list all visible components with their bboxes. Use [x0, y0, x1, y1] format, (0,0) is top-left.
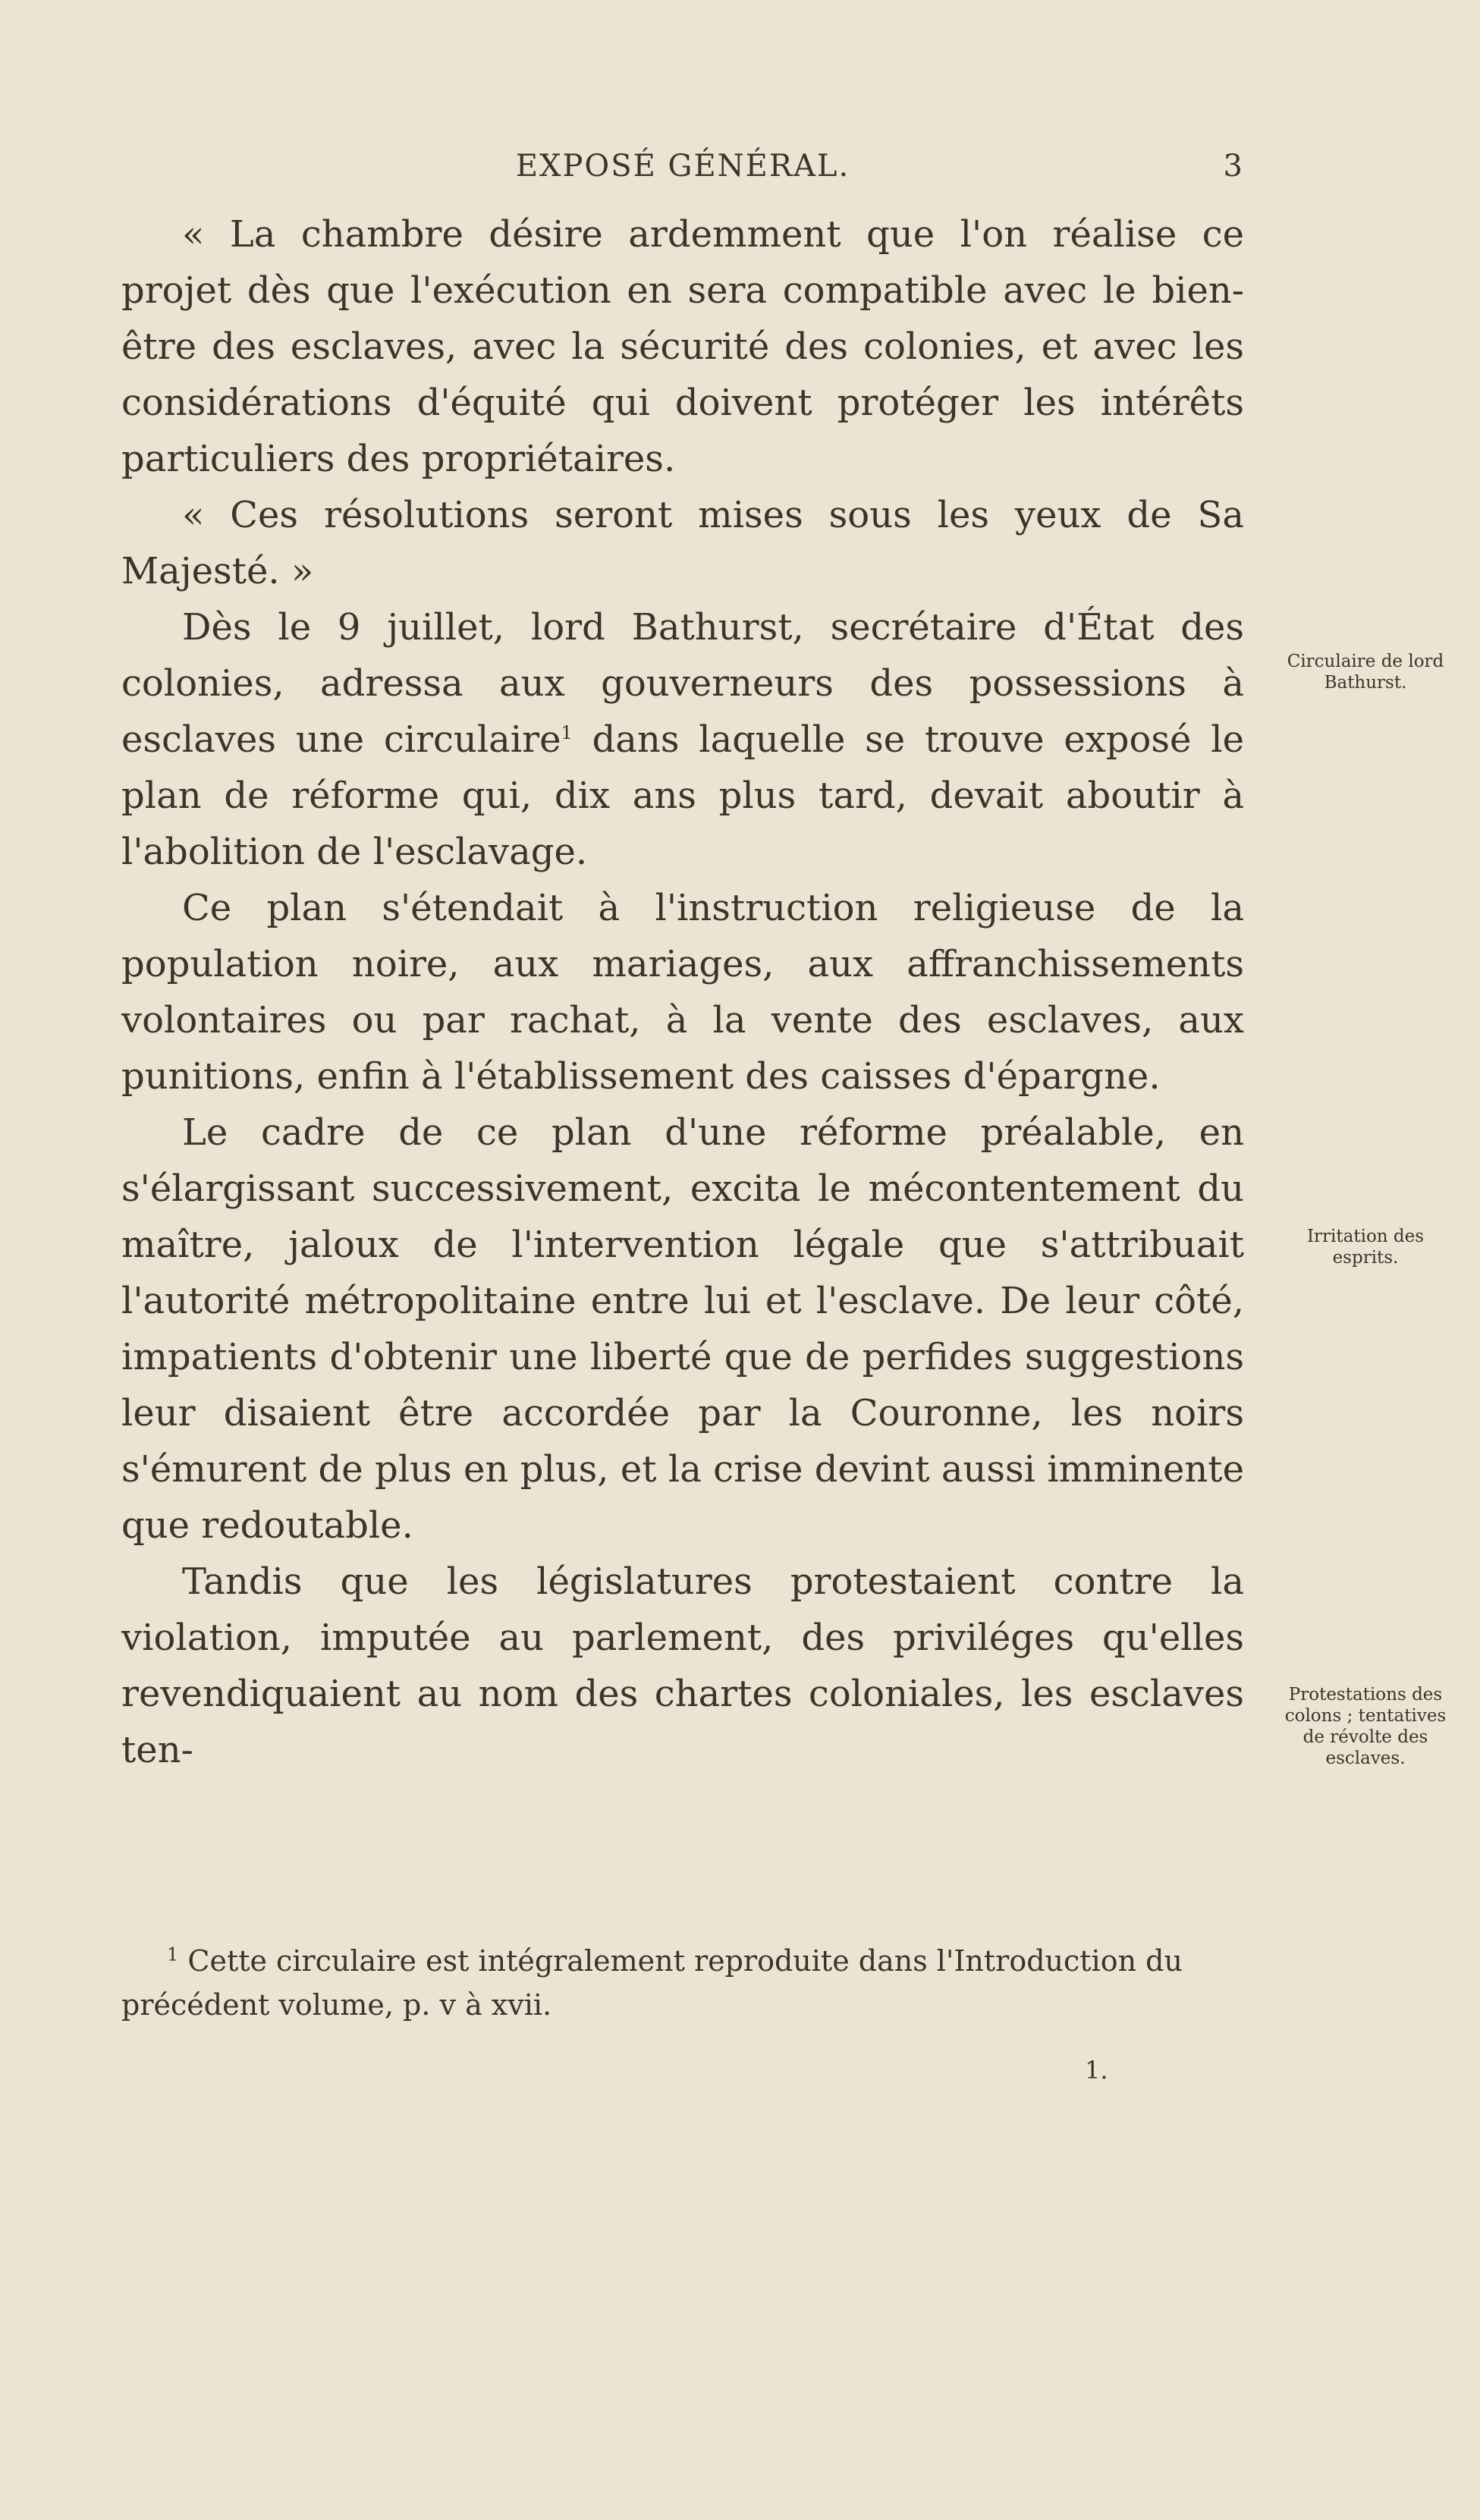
footnote-marker: 1 [167, 1943, 179, 1965]
paragraph: « La chambre désire ardemment que l'on réalise ce projet dès que l'exécution en sera compatible avec le bien-être des esclaves, avec la sécurité des colonies, et avec les considérations d'équité qui doivent protéger les intérêts particuliers des propriétaires. [121, 213, 1244, 480]
footnote-text: Cette circulaire est intégralement reproduite dans l'Introduction du précédent volume, p. v à xvii. [121, 1944, 1183, 2022]
paragraph-text: dans laquelle se trouve exposé le plan de réforme qui, dix ans plus tard, devait aboutir à l'abolition de l'esclavage. [121, 718, 1244, 873]
signature-mark: 1. [1085, 2056, 1108, 2085]
marginal-note: Protestations des colons ; tentatives de révolte des esclaves. [1284, 1685, 1447, 1768]
paragraph: Tandis que les législatures protestaient contre la violation, imputée au parlement, des priviléges qu'elles revendiquaient au nom des chartes coloniales, les esclaves ten- [121, 1560, 1244, 1771]
running-head [121, 149, 1244, 197]
body-text [121, 206, 1244, 1778]
paragraph [121, 599, 1244, 880]
paragraph: « Ces résolutions seront mises sous les yeux de Sa Majesté. » [121, 494, 1244, 592]
paragraph: Ce plan s'étendait à l'instruction religieuse de la population noire, aux mariages, aux affranchissements volontaires ou par rachat, à la vente des esclaves, aux punitions, enfin à l'établissement des caisses d'épargne. [121, 887, 1244, 1098]
marginal-note: Irritation des esprits. [1306, 1227, 1425, 1268]
running-title: EXPOSÉ GÉNÉRAL. [515, 149, 850, 184]
marginal-note: Circulaire de lord Bathurst. [1287, 652, 1444, 693]
page-number: 3 [1223, 149, 1244, 184]
paragraph: Le cadre de ce plan d'une réforme préalable, en s'élargissant successivement, excita le mécontentement du maître, jaloux de l'intervention légale que s'attribuait l'autorité métropolitaine entre lui et l'esclave. De leur côté, impatients d'obtenir une liberté que de perfides suggestions leur disaient être accordée par la Couronne, les noirs s'émurent de plus en plus, et la crise devint aussi imminente que redoutable. [121, 1111, 1244, 1547]
footnote [121, 1939, 1244, 2027]
paragraph-text: Dès le 9 juillet, lord Bathurst, secrétaire d'État des colonies, adressa aux gouverneurs des possessions à esclaves une circulaire [121, 606, 1244, 761]
footnote-reference: 1 [561, 722, 573, 743]
